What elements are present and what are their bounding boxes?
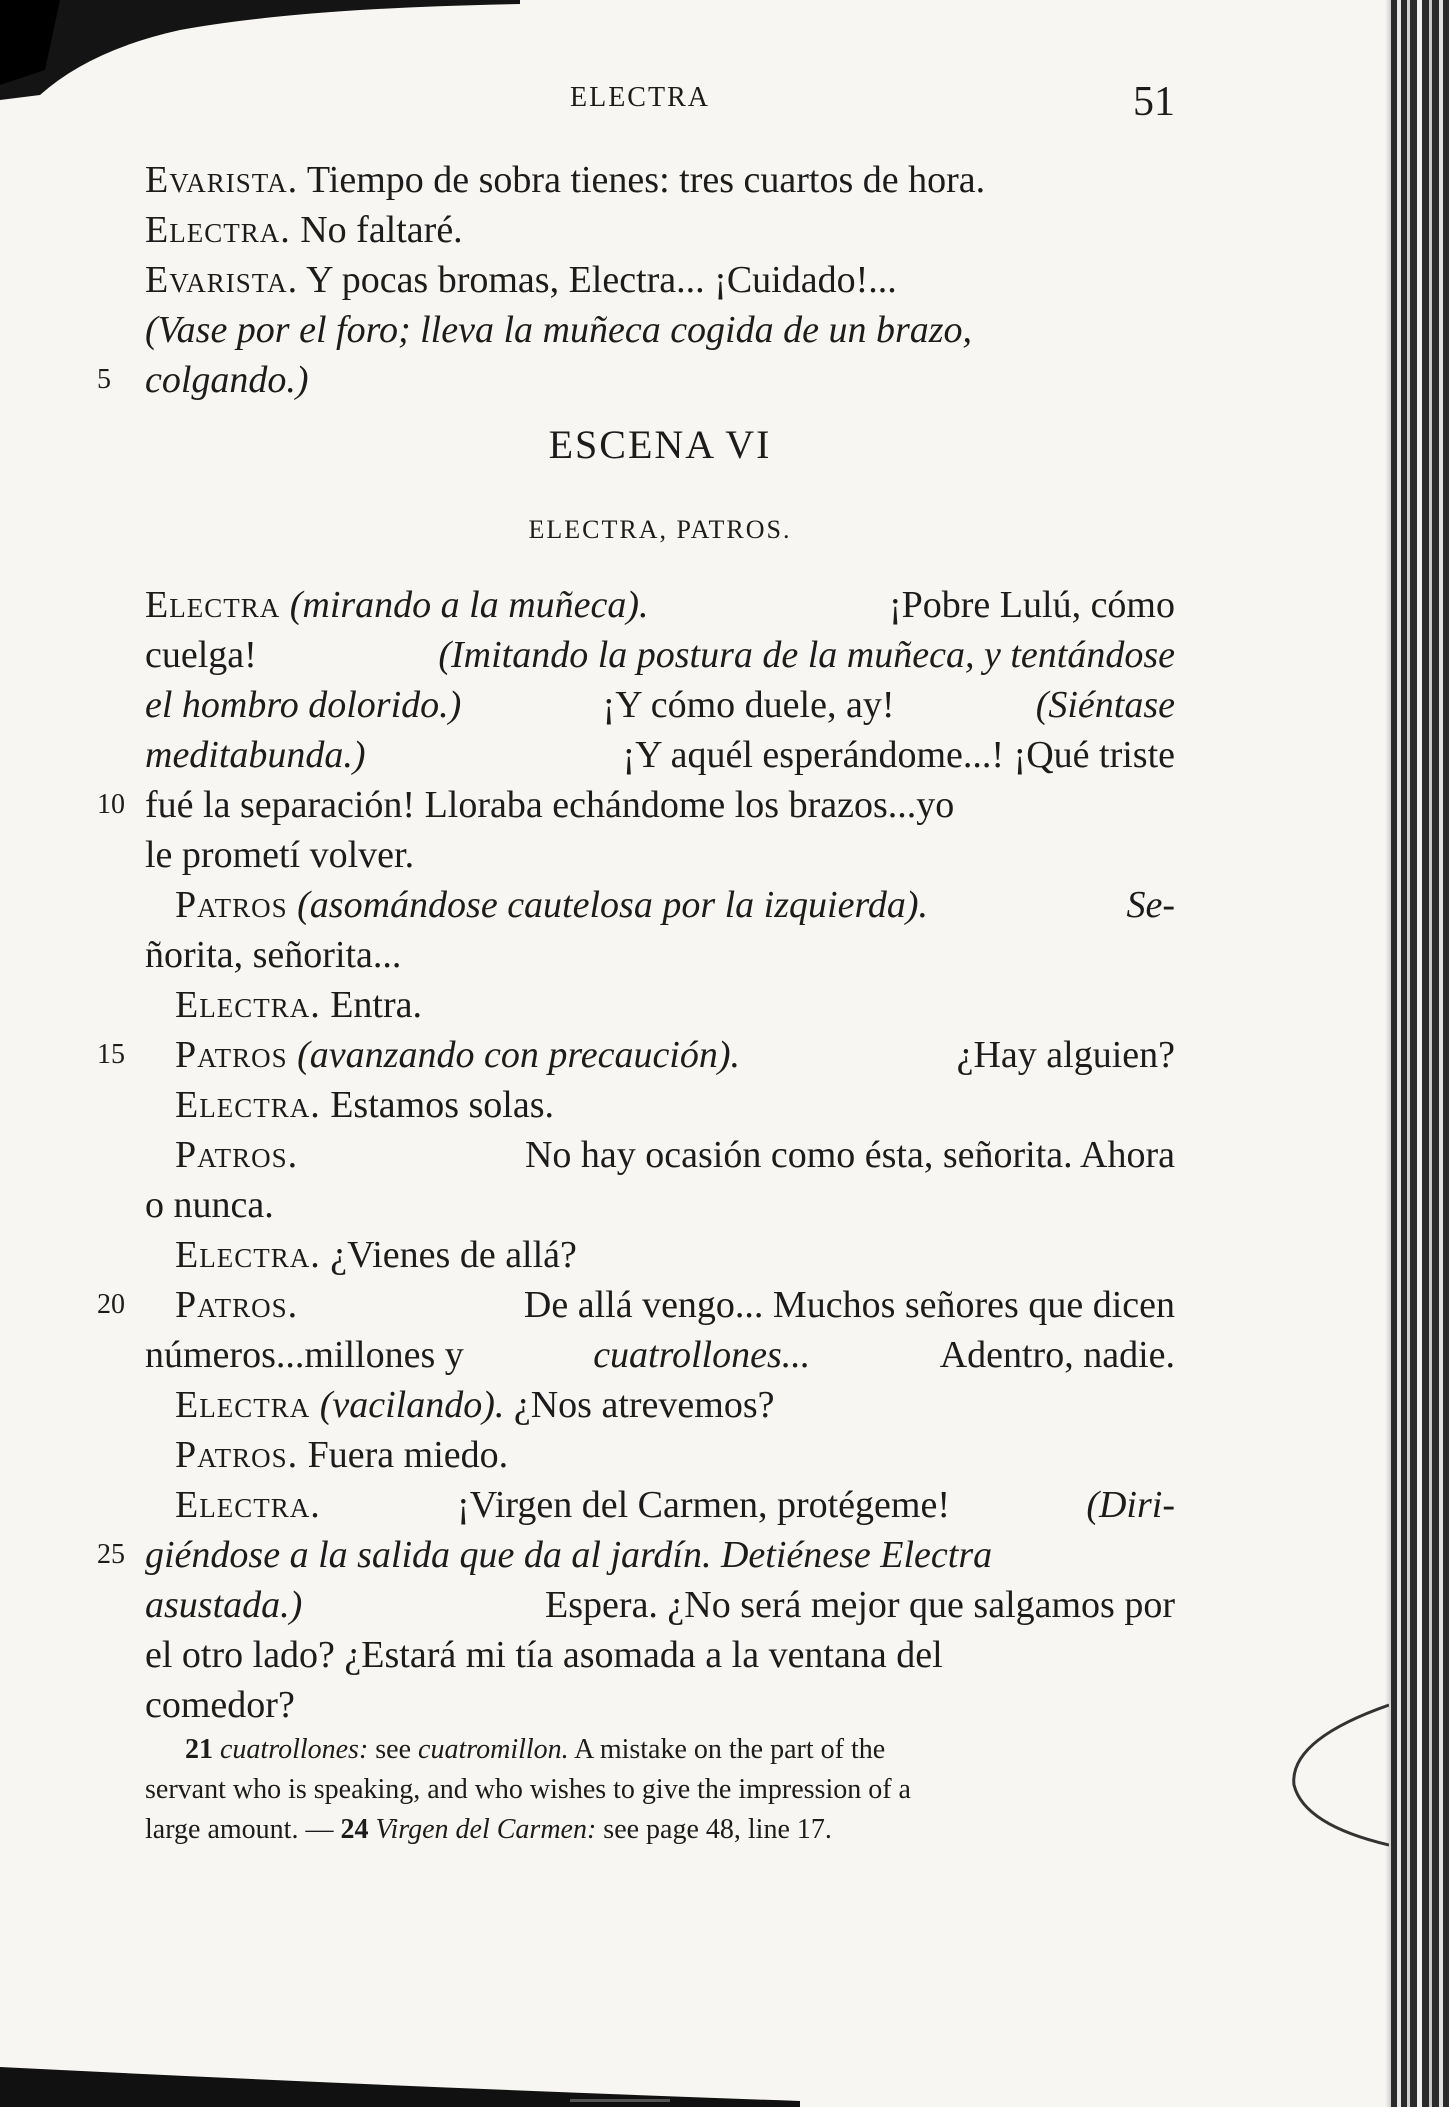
speech: Tiempo de sobra tienes: tres cuartos de hora. <box>306 159 986 201</box>
footnote-number: 21 <box>185 1734 213 1765</box>
speaker-name: Electra. <box>175 1234 321 1276</box>
speech: cuelga! <box>145 634 257 676</box>
stage-direction: (vacilando). <box>319 1384 505 1426</box>
dialogue-line <box>145 880 1175 930</box>
speech: No faltaré. <box>300 209 463 251</box>
speech: Y pocas bromas, Electra... ¡Cuidado!... <box>306 259 897 301</box>
line-number: 10 <box>97 789 125 820</box>
speaker-name: Patros <box>175 1034 288 1076</box>
stage-direction: el hombro dolorido.) <box>145 684 462 726</box>
dialogue-line <box>145 1630 1175 1680</box>
speech: ¡Y aquél esperándome...! ¡Qué triste <box>622 734 1175 776</box>
dialogue-line <box>145 1080 1205 1130</box>
dialogue-line <box>97 1280 1175 1330</box>
speech: No hay ocasión como ésta, señorita. Ahora <box>524 1134 1175 1176</box>
speech: ¡Virgen del Carmen, protégeme! <box>457 1484 950 1526</box>
scan-shadow-bottom <box>0 2017 1449 2107</box>
stage-direction: (Siéntase <box>1035 684 1175 726</box>
speech: Adentro, nadie. <box>939 1334 1175 1376</box>
stage-direction: (Diri- <box>1086 1484 1175 1526</box>
speaker-name: Electra. <box>175 1084 321 1126</box>
dialogue-line <box>145 1230 1205 1280</box>
stage-direction-line <box>97 1530 1175 1580</box>
line-number: 5 <box>97 364 111 395</box>
speaker-name: Patros <box>175 884 288 926</box>
page-number: 51 <box>1133 79 1175 125</box>
speech: ¡Pobre Lulú, cómo <box>888 584 1175 626</box>
footnote-number: 24 <box>340 1814 369 1845</box>
scene-title: ESCENA VI <box>548 422 772 467</box>
footnote-line: servant who is speaking, and who wishes to give the impression of a <box>145 1774 911 1805</box>
dialogue-line <box>145 205 1175 255</box>
speech: ¿Hay alguien? <box>956 1034 1175 1076</box>
speaker-name: Patros. <box>175 1434 299 1476</box>
speech: Estamos solas. <box>330 1084 554 1126</box>
speaker-name: Patros. <box>175 1284 299 1326</box>
speech: ¡Y cómo duele, ay! <box>602 684 895 726</box>
speech: ñorita, señorita... <box>145 934 402 976</box>
speech: o nunca. <box>145 1184 274 1226</box>
footnote-text: A mistake on the part of the <box>574 1734 886 1765</box>
stage-direction: giéndose a la salida que da al jardín. Detiénese Electra <box>145 1534 993 1576</box>
speech: comedor? <box>145 1684 295 1726</box>
footnote-term: Virgen del Carmen: <box>375 1814 597 1845</box>
footnote-line <box>145 1810 1175 1850</box>
line-number: 15 <box>97 1039 125 1070</box>
speech: Espera. ¿No será mejor que salgamos por <box>545 1584 1175 1626</box>
dialogue-line <box>145 680 1175 730</box>
speech: Entra. <box>330 984 423 1026</box>
dialogue-line <box>145 1130 1175 1180</box>
footnote-text: large amount. — <box>145 1814 334 1845</box>
speaker-name: Electra. <box>175 984 321 1026</box>
stage-direction: colgando.) <box>145 359 309 401</box>
speech: números...millones y <box>145 1334 464 1376</box>
dialogue-line <box>145 580 1175 630</box>
stage-direction: (avanzando con precaución). <box>297 1034 741 1076</box>
dialogue-line <box>145 1380 1205 1430</box>
speaker-name: Electra. <box>175 1484 321 1526</box>
speech: el otro lado? ¿Estará mi tía asomada a la ventana del <box>145 1634 943 1676</box>
speech: De allá vengo... Muchos señores que dicen <box>523 1284 1175 1326</box>
stage-direction: (mirando a la muñeca). <box>289 584 649 626</box>
speech: ¿Nos atrevemos? <box>513 1384 775 1426</box>
dialogue-line <box>145 1430 1205 1480</box>
stage-direction: (Imitando la postura de la muñeca, y tentándose <box>438 634 1175 676</box>
page-header <box>145 78 1175 123</box>
line-number: 25 <box>97 1539 125 1570</box>
dialogue-line <box>97 780 1175 830</box>
stage-direction: asustada.) <box>145 1584 303 1626</box>
speech: le prometí volver. <box>145 834 415 876</box>
footnote-text: see <box>375 1734 412 1765</box>
speech: ¿Vienes de allá? <box>330 1234 577 1276</box>
speech: Se- <box>1126 884 1175 926</box>
dialogue-line <box>145 1180 1175 1230</box>
scene-characters: ELECTRA, PATROS. <box>528 515 792 544</box>
dialogue-line <box>145 155 1175 205</box>
speech: Fuera miedo. <box>307 1434 509 1476</box>
dialogue-line <box>97 1030 1175 1080</box>
footnote-reference: cuatromillon. <box>418 1734 569 1765</box>
stage-direction: cuatrollones... <box>593 1334 811 1376</box>
footnote-line <box>145 1730 1215 1770</box>
stage-direction: (asomándose cautelosa por la izquierda). <box>297 884 928 926</box>
speaker-name: Electra <box>145 584 281 626</box>
line-number: 20 <box>97 1289 125 1320</box>
speaker-name: Electra <box>175 1384 311 1426</box>
dialogue-line <box>145 930 1175 980</box>
dialogue-line <box>145 830 1175 880</box>
stage-direction-line <box>97 355 1175 405</box>
book-spine-edge <box>1391 0 1449 2107</box>
running-head: ELECTRA <box>570 82 710 113</box>
speaker-name: Patros. <box>175 1134 299 1176</box>
speaker-name: Electra. <box>145 209 291 251</box>
binding-hole-mark <box>1269 1700 1389 1850</box>
footnote-text: see page 48, line 17. <box>603 1814 832 1845</box>
dialogue-line <box>145 1680 1175 1730</box>
dialogue-line <box>145 1480 1175 1530</box>
stage-direction-line: (Vase por el foro; lleva la muñeca cogida de un brazo, <box>145 309 973 351</box>
dialogue-line <box>145 730 1175 780</box>
dialogue-line <box>145 1580 1175 1630</box>
dialogue-line <box>145 630 1175 680</box>
dialogue-line <box>145 1330 1175 1380</box>
dialogue-line <box>145 255 1175 305</box>
stage-direction: meditabunda.) <box>145 734 366 776</box>
dialogue-line <box>145 980 1205 1030</box>
speaker-name: Evarista. <box>145 159 299 201</box>
footnote-term: cuatrollones: <box>220 1734 369 1765</box>
speaker-name: Evarista. <box>145 259 299 301</box>
speech: fué la separación! Lloraba echándome los brazos...yo <box>145 784 955 826</box>
